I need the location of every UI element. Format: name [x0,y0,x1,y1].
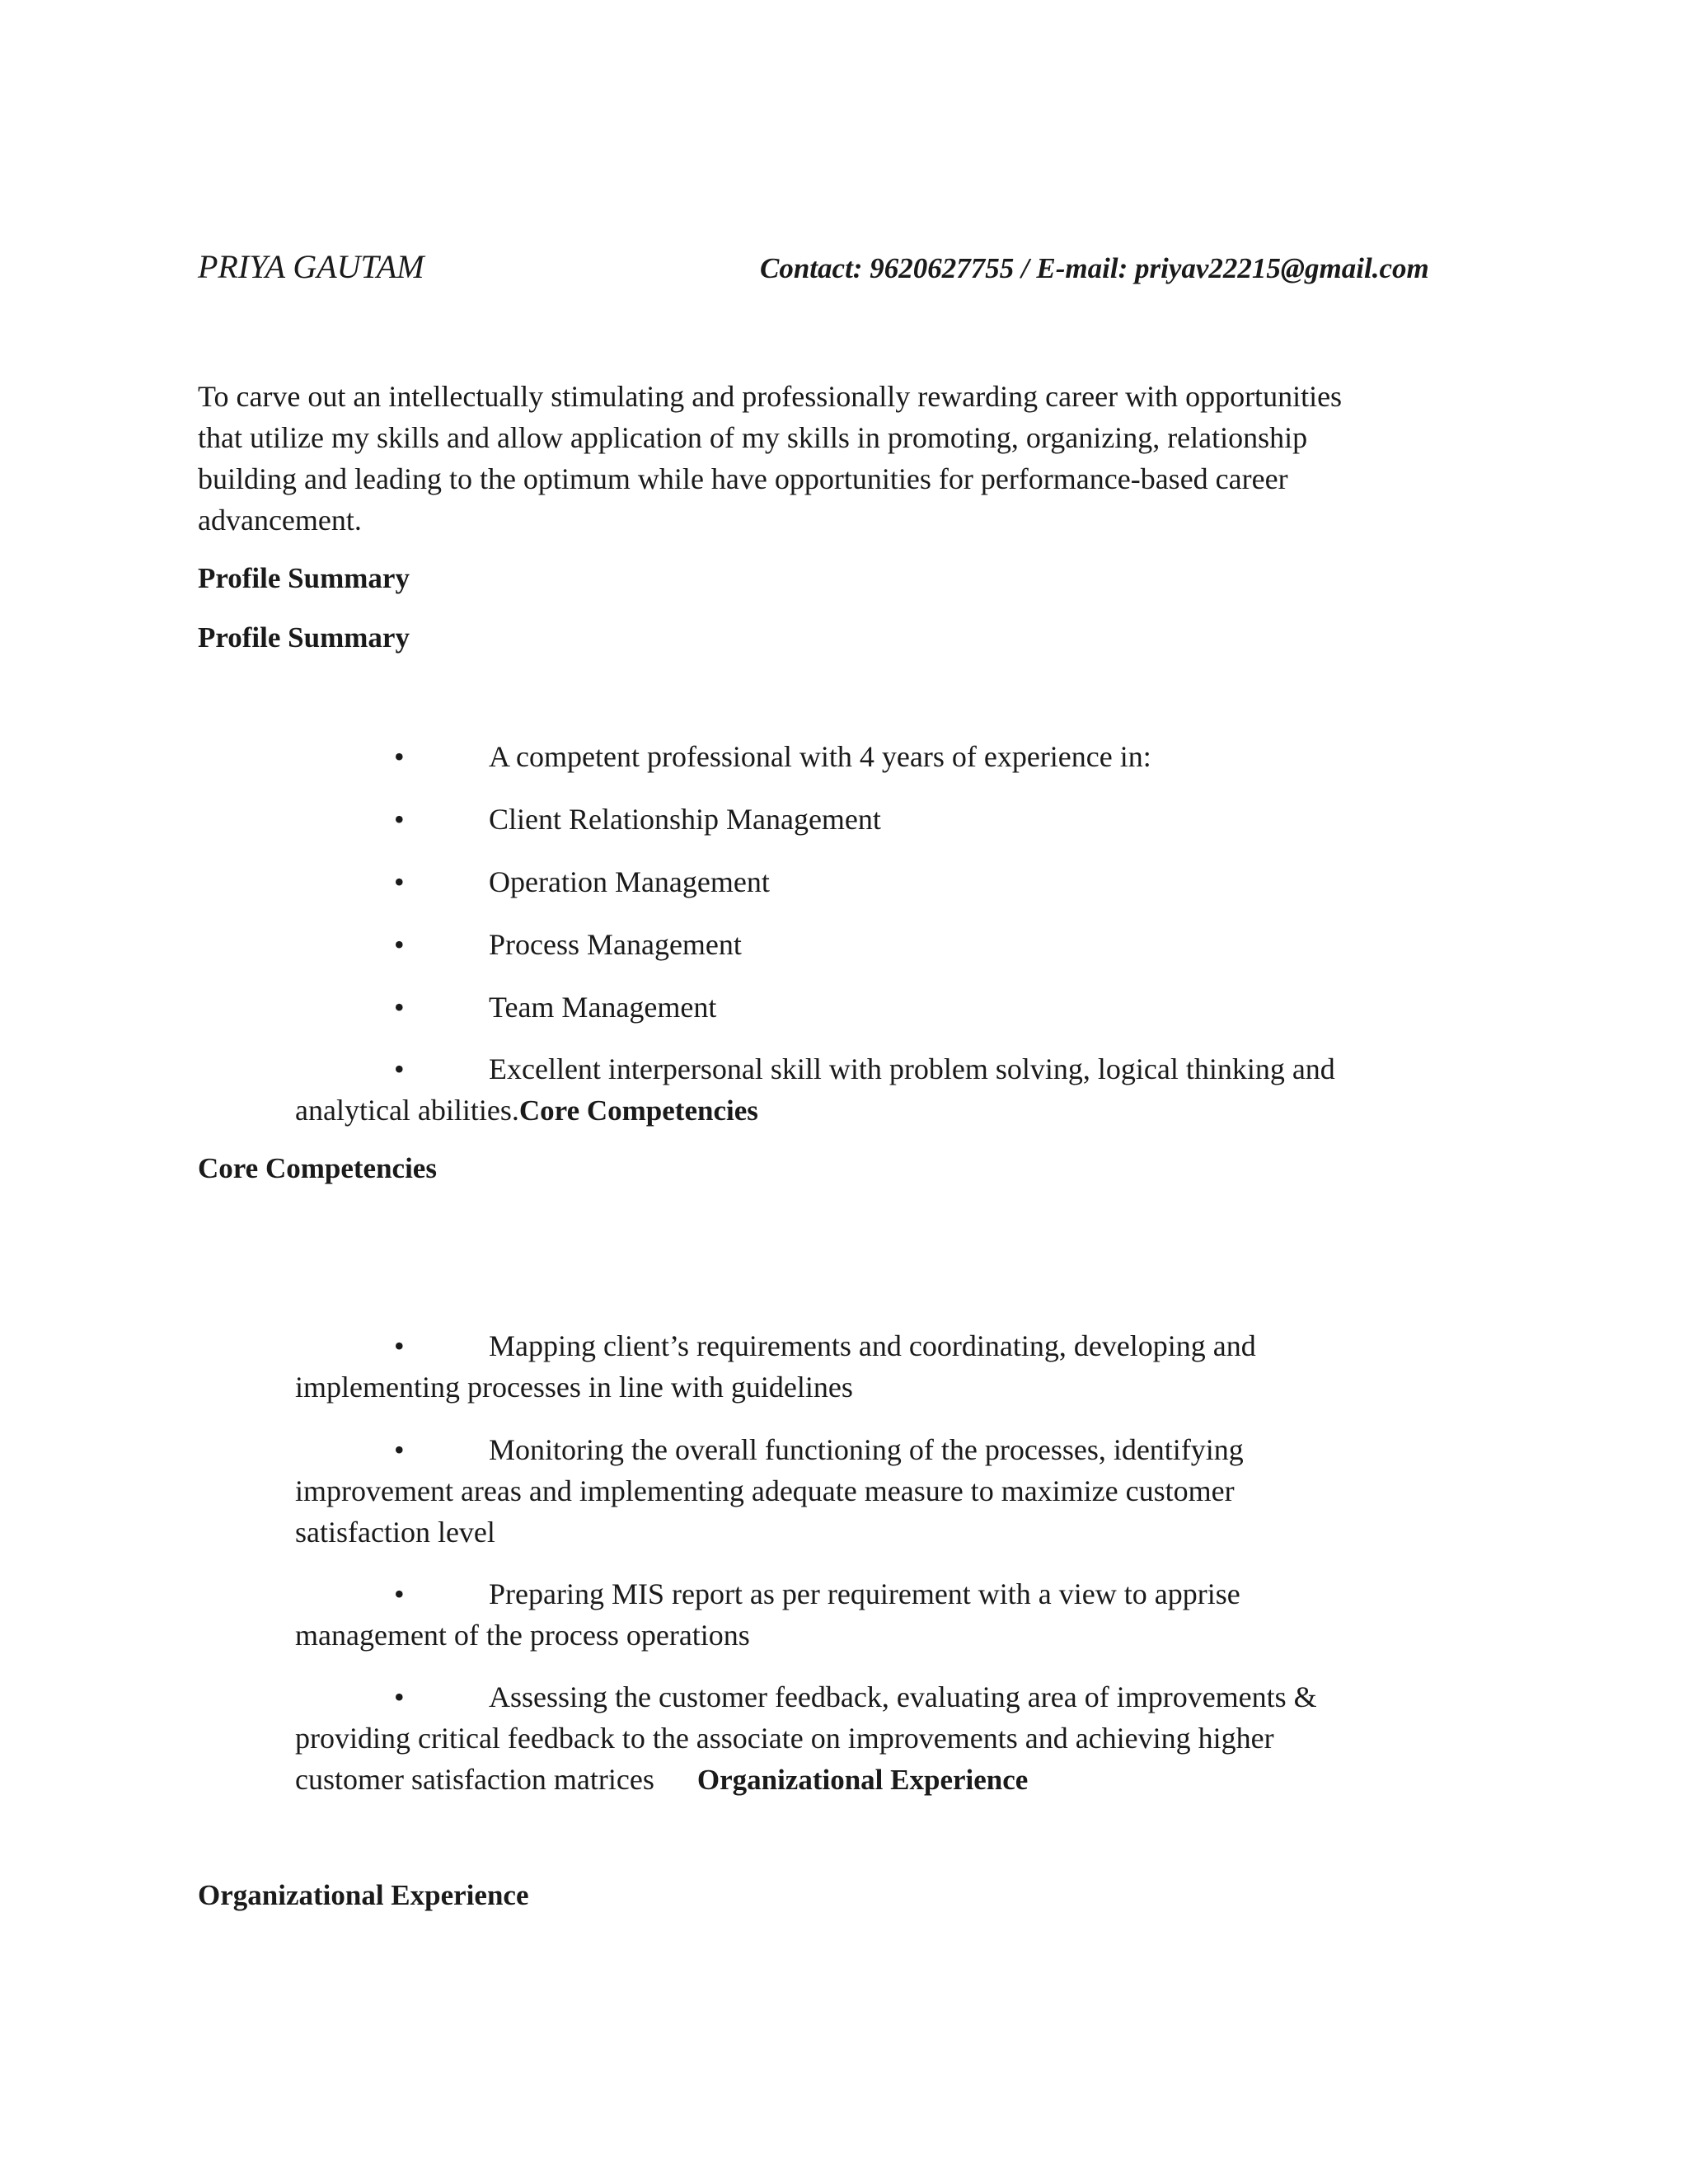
organizational-experience-heading: Organizational Experience [198,1879,529,1911]
list-item-text: improvement areas and implementing adequate measure to maximize customer [295,1474,1235,1507]
bullet-icon: • [394,1577,405,1610]
list-item-text: Preparing MIS report as per requirement with a view to apprise [489,1577,1240,1610]
list-item-last-line [295,1759,1274,1801]
list-item-text: Client Relationship Management [489,803,881,836]
objective-line: To carve out an intellectually stimulating and professionally rewarding career with opportunities [198,380,1343,413]
bullet-icon: • [394,1329,405,1362]
objective-line: that utilize my skills and allow application of my skills in promoting, organizing, relationship [198,421,1308,454]
list-item-continuation [295,1718,1274,1801]
contact-info: Contact: 9620627755 / E-mail: priyav22215@gmail.com [760,252,1429,284]
list-item-text: Process Management [489,928,742,961]
list-item-text: Team Management [489,991,717,1024]
profile-summary-heading: Profile Summary [198,621,410,654]
list-item-text: implementing processes in line with guidelines [295,1371,853,1404]
core-competencies-inline-heading: Core Competencies [518,1094,758,1127]
career-objective [198,376,1484,541]
core-competencies-heading: Core Competencies [198,1152,437,1184]
list-item-text: management of the process operations [295,1619,750,1652]
list-item-text: providing critical feedback to the associate on improvements and achieving higher [295,1722,1274,1755]
objective-line: advancement. [198,504,362,537]
organizational-experience-inline-heading: Organizational Experience [696,1764,1029,1796]
list-item-text: Operation Management [489,865,770,898]
bullet-icon: • [394,865,405,898]
list-item-continuation [295,1090,758,1132]
list-item-text: Assessing the customer feedback, evaluating area of improvements & [489,1680,1317,1713]
list-item-text: Mapping client’s requirements and coordinating, developing and [489,1329,1256,1362]
list-item-text: satisfaction level [295,1516,495,1549]
bullet-icon: • [394,991,405,1024]
list-item-text: A competent professional with 4 years of experience in: [489,740,1151,773]
bullet-icon: • [394,1433,405,1466]
list-item-text: analytical abilities. [295,1094,519,1127]
list-item-text: customer satisfaction matrices [295,1763,654,1796]
list-item-text: Excellent interpersonal skill with problem solving, logical thinking and [489,1052,1335,1085]
candidate-name: PRIYA GAUTAM [198,248,424,285]
bullet-icon: • [394,740,405,773]
bullet-icon: • [394,803,405,836]
list-item-continuation [295,1366,853,1408]
list-item-continuation [295,1470,1235,1553]
bullet-icon: • [394,1052,405,1085]
objective-line: building and leading to the optimum while have opportunities for performance-based career [198,462,1288,495]
list-item-continuation [295,1615,750,1656]
bullet-icon: • [394,1680,405,1713]
profile-summary-heading: Profile Summary [198,562,410,594]
list-item-text: Monitoring the overall functioning of the processes, identifying [489,1433,1244,1466]
bullet-icon: • [394,928,405,961]
